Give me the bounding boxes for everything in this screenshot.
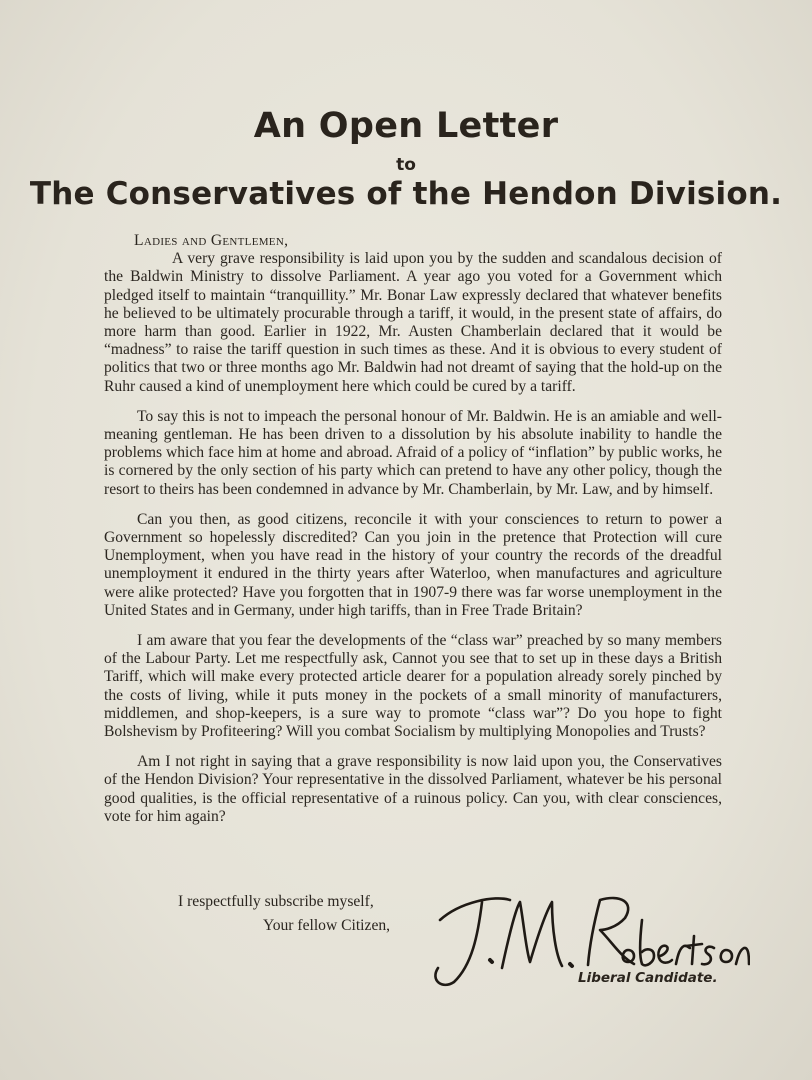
closing-line: I respectfully subscribe myself,: [178, 893, 374, 910]
addressee-heading: The Conservatives of the Hendon Division.: [29, 176, 783, 212]
letter-body: [104, 232, 722, 838]
title-connector: to: [396, 155, 416, 175]
paragraph: Am I not right in saying that a grave responsibility is now laid upon you, the Conservatives of the Hendon Division? Your representative in the dissolved Parliament, whatever be his personal good qualities, is the official representative of a ruinous policy. Can you, with clear consciences, vote for him again?: [104, 753, 722, 825]
paragraph: Can you then, as good citizens, reconcile it with your consciences to return to power a Government so hopelessly discredited? Can you join in the pretence that Protection will cure Unemployment, when you have read in the history of your country the records of the dreadful unemployment it endured in the thirty years after Waterloo, when manufactures and agriculture were alike protected? Have you forgotten that in 1907-9 there was far worse unemployment in the United States and in Germany, under high tariffs, than in Free Trade Britain?: [104, 510, 722, 619]
letter-title: An Open Letter: [253, 106, 559, 146]
paragraph: To say this is not to impeach the personal honour of Mr. Baldwin. He is an amiable and well-meaning gentleman. He has been driven to a dissolution by his absolute inability to handle the problems which face him at home and abroad. Afraid of a policy of “inflation” by public works, he is cornered by the only section of his party which can pretend to have any other policy, though the resort to theirs has been condemned in advance by Mr. Chamberlain, by Mr. Law, and by himself.: [104, 407, 722, 498]
closing-line: Your fellow Citizen,: [263, 917, 391, 934]
paragraph: I am aware that you fear the developments of the “class war” preached by so many members of the Labour Party. Let me respectfully ask, Cannot you see that to set up in these days a British Tariff, which will make every protected article dearer for a population already sorely pinched by the costs of living, while it puts money in the pockets of a small minority of manufacturers, middlemen, and shop-keepers, is a sure way to promote “class war”? Do you hope to fight Bolshevism by Profiteering? Will you combat Socialism by multiplying Monopolies and Trusts?: [104, 632, 722, 741]
salutation: Ladies and Gentlemen,: [134, 232, 289, 249]
paragraph: A very grave responsibility is laid upon you by the sudden and scandalous decision of the Baldwin Ministry to dissolve Parliament. A year ago you voted for a Government which pledged itself to maintain “tranquillity.” Mr. Bonar Law expressly declared that whatever benefits he believed to be ultimately procurable through a tariff, it would, in the present state of affairs, do more harm than good. Earlier in 1922, Mr. Austen Chamberlain declared that it would be “madness” to raise the tariff question in such times as these. And it is obvious to every student of politics that two or three months ago Mr. Baldwin had not dreamt of saying that the hold-up on the Ruhr caused a kind of unemployment here which could be cured by a tariff.: [104, 250, 722, 395]
signature-title: Liberal Candidate.: [578, 970, 718, 986]
